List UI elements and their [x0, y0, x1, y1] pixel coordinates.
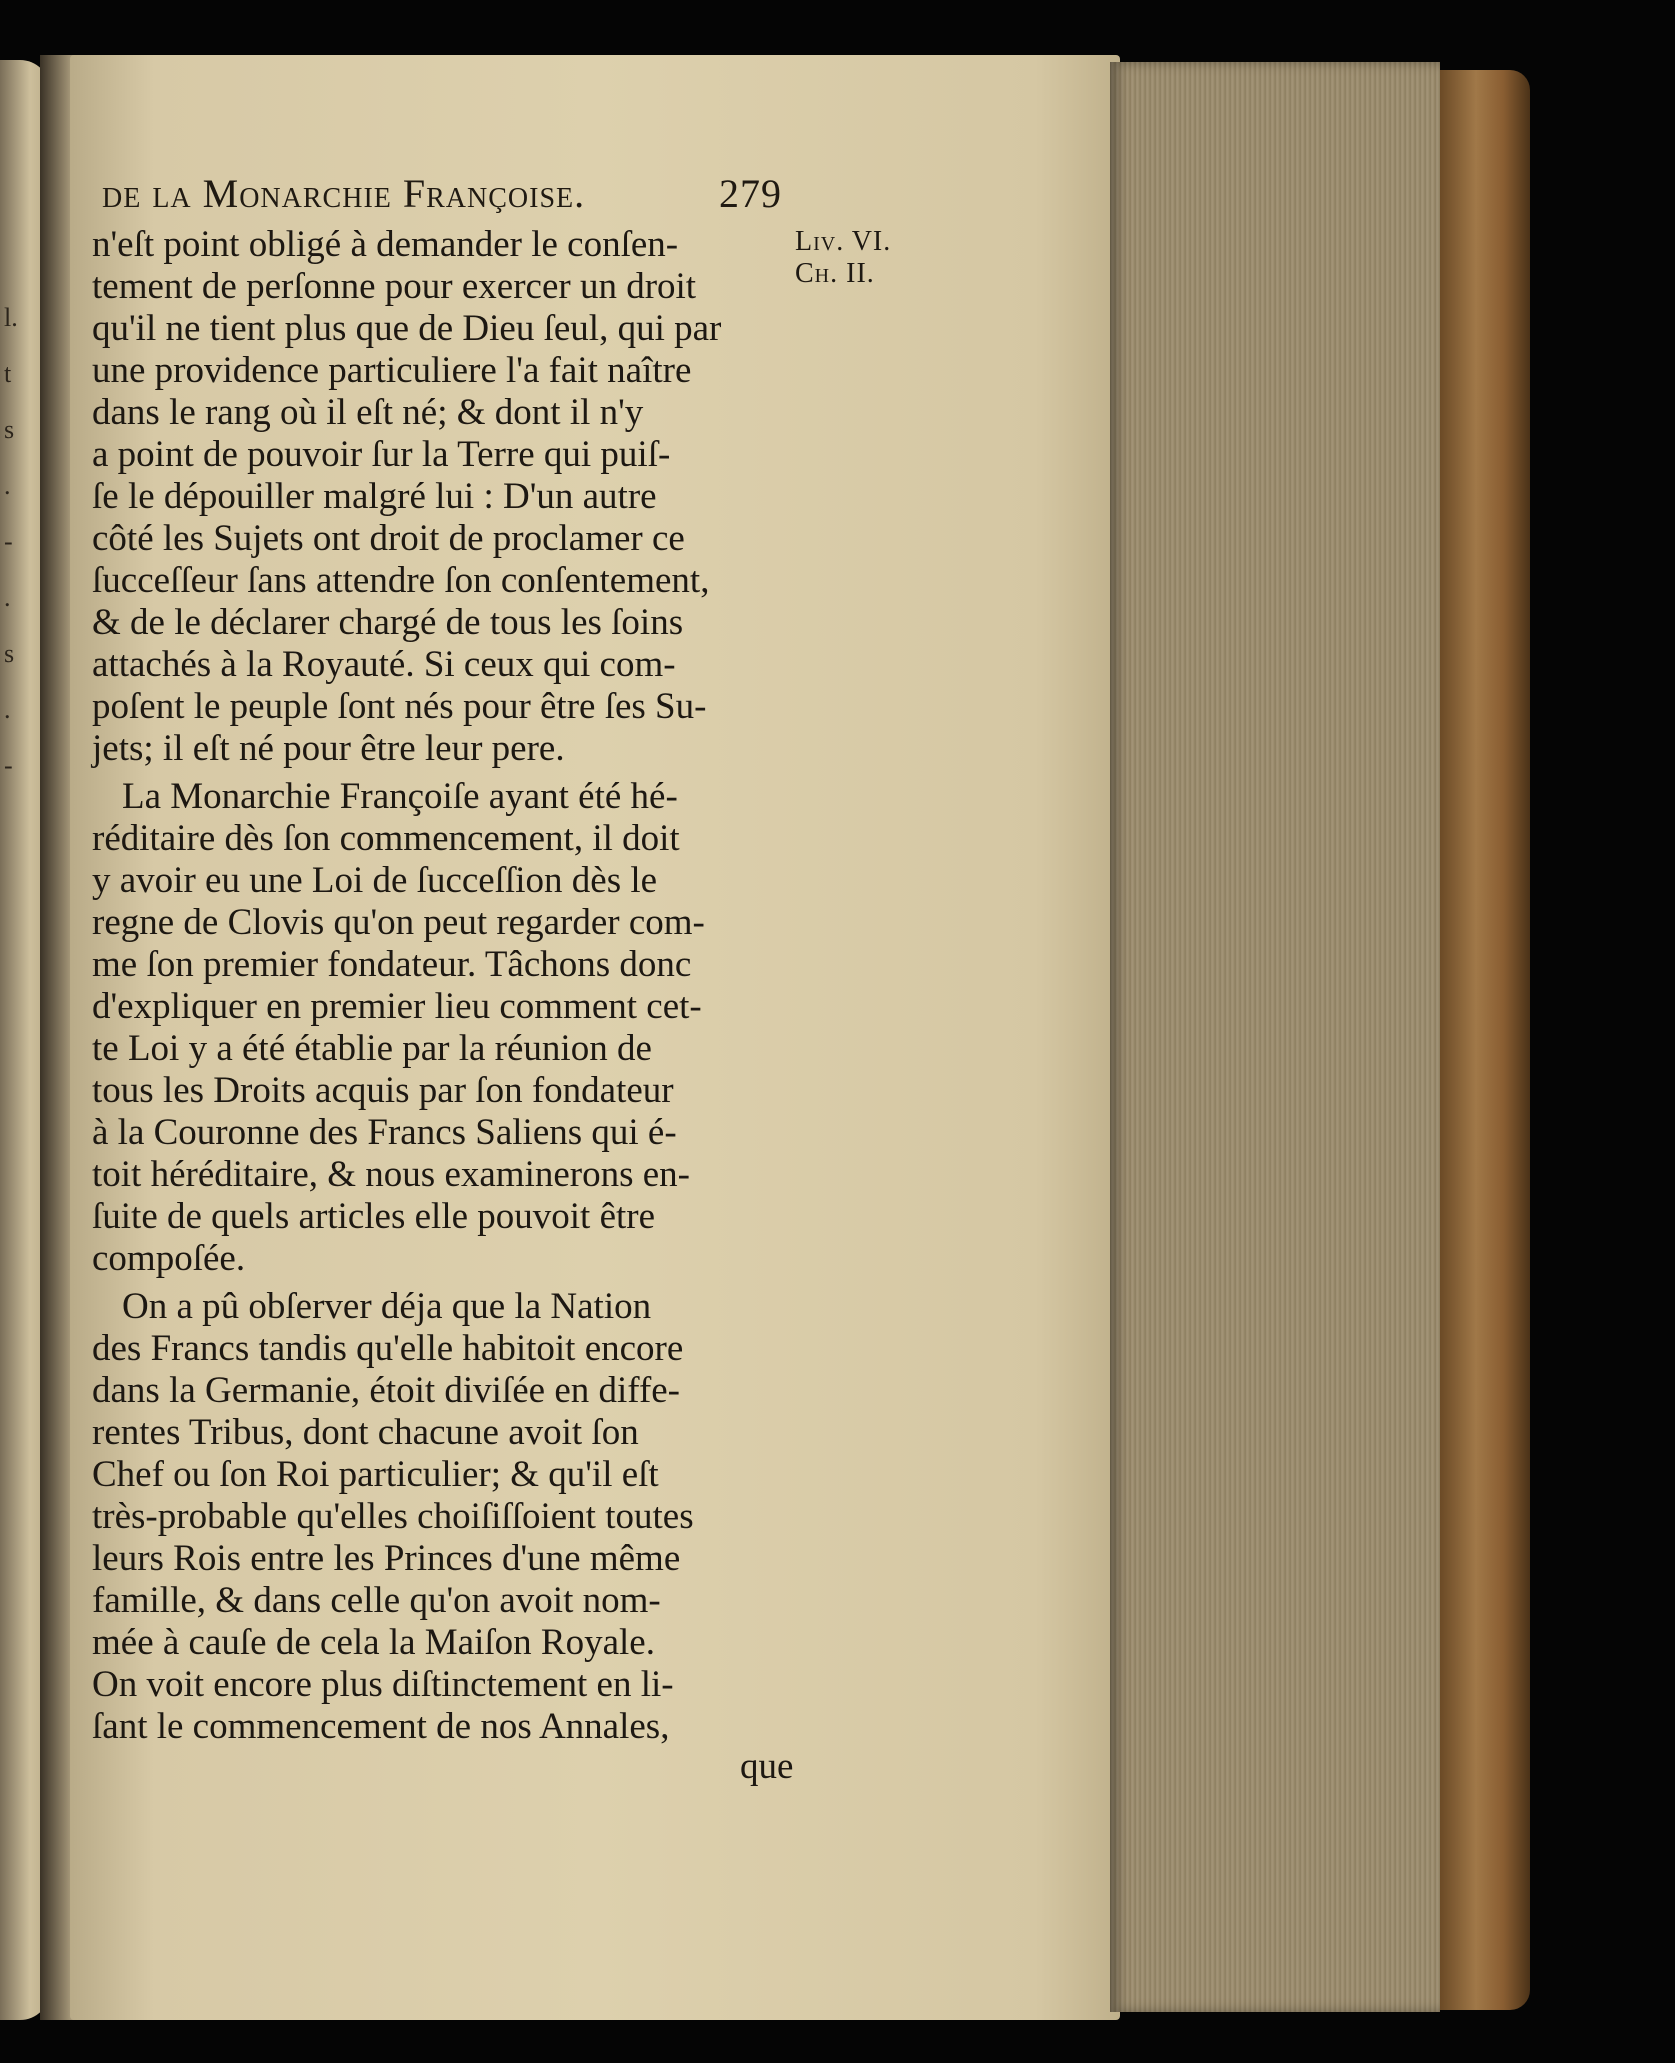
- running-head-title: de la Monarchie Françoise.: [102, 171, 586, 216]
- text-line: La Monarchie Françoiſe ayant été hé-: [122, 776, 678, 817]
- previous-page-fragments: l. t s . - . s . -: [4, 303, 18, 780]
- catchword: que: [740, 1746, 794, 1787]
- text-line: te Loi y a été établie par la réunion de: [92, 1028, 652, 1069]
- text-line: une providence particuliere l'a fait naître: [92, 350, 692, 391]
- text-line: Chef ou ſon Roi particulier; & qu'il eſt: [92, 1454, 659, 1495]
- text-line: & de le déclarer chargé de tous les ſoins: [92, 602, 684, 643]
- text-line: compoſée.: [92, 1238, 246, 1279]
- text-line: n'eſt point obligé à demander le conſen-: [92, 224, 679, 265]
- text-line: des Francs tandis qu'elle habitoit encore: [92, 1328, 684, 1369]
- text-line: qu'il ne tient plus que de Dieu ſeul, qui par: [92, 308, 722, 349]
- text-line: mée à cauſe de cela la Maiſon Royale.: [92, 1622, 655, 1663]
- text-line: côté les Sujets ont droit de proclamer ce: [92, 518, 685, 559]
- text-line: ſuite de quels articles elle pouvoit être: [92, 1196, 656, 1237]
- text-line: y avoir eu une Loi de ſucceſſion dès le: [92, 860, 658, 901]
- book-cover-edge: [1440, 70, 1530, 2010]
- text-line: ſucceſſeur ſans attendre ſon conſentement,: [92, 560, 710, 601]
- page-number: 279: [719, 171, 782, 216]
- text-line: poſent le peuple ſont nés pour être ſes Su-: [92, 686, 707, 727]
- text-line: tous les Droits acquis par ſon fondateur: [92, 1070, 674, 1111]
- text-line: réditaire dès ſon commencement, il doit: [92, 818, 680, 859]
- text-line: regne de Clovis qu'on peut regarder com-: [92, 902, 705, 943]
- margin-note-chapter: Ch. II.: [795, 258, 875, 289]
- running-head: [102, 170, 792, 222]
- text-line: attachés à la Royauté. Si ceux qui com-: [92, 644, 676, 685]
- text-line: ſant le commencement de nos Annales,: [92, 1706, 670, 1747]
- text-line: dans le rang où il eſt né; & dont il n'y: [92, 392, 644, 433]
- text-line: famille, & dans celle qu'on avoit nom-: [92, 1580, 661, 1621]
- text-line: On a pû obſerver déja que la Nation: [122, 1286, 652, 1327]
- text-line: à la Couronne des Francs Saliens qui é-: [92, 1112, 677, 1153]
- text-line: toit héréditaire, & nous examinerons en-: [92, 1154, 690, 1195]
- margin-note-book: Liv. VI.: [795, 226, 892, 257]
- text-line: très-probable qu'elles choiſiſſoient toutes: [92, 1496, 694, 1537]
- text-line: a point de pouvoir ſur la Terre qui puiſ-: [92, 434, 671, 475]
- text-line: me ſon premier fondateur. Tâchons donc: [92, 944, 692, 985]
- text-line: dans la Germanie, étoit diviſée en diffe-: [92, 1370, 681, 1411]
- page-block-edges: [1110, 62, 1440, 2012]
- text-line: d'expliquer en premier lieu comment cet-: [92, 986, 702, 1027]
- text-line: jets; il eſt né pour être leur pere.: [92, 728, 565, 769]
- text-line: On voit encore plus diſtinctement en li-: [92, 1664, 674, 1705]
- text-line: ſe le dépouiller malgré lui : D'un autre: [92, 476, 657, 517]
- text-line: tement de perſonne pour exercer un droit: [92, 266, 697, 307]
- text-line: leurs Rois entre les Princes d'une même: [92, 1538, 681, 1579]
- text-line: rentes Tribus, dont chacune avoit ſon: [92, 1412, 639, 1453]
